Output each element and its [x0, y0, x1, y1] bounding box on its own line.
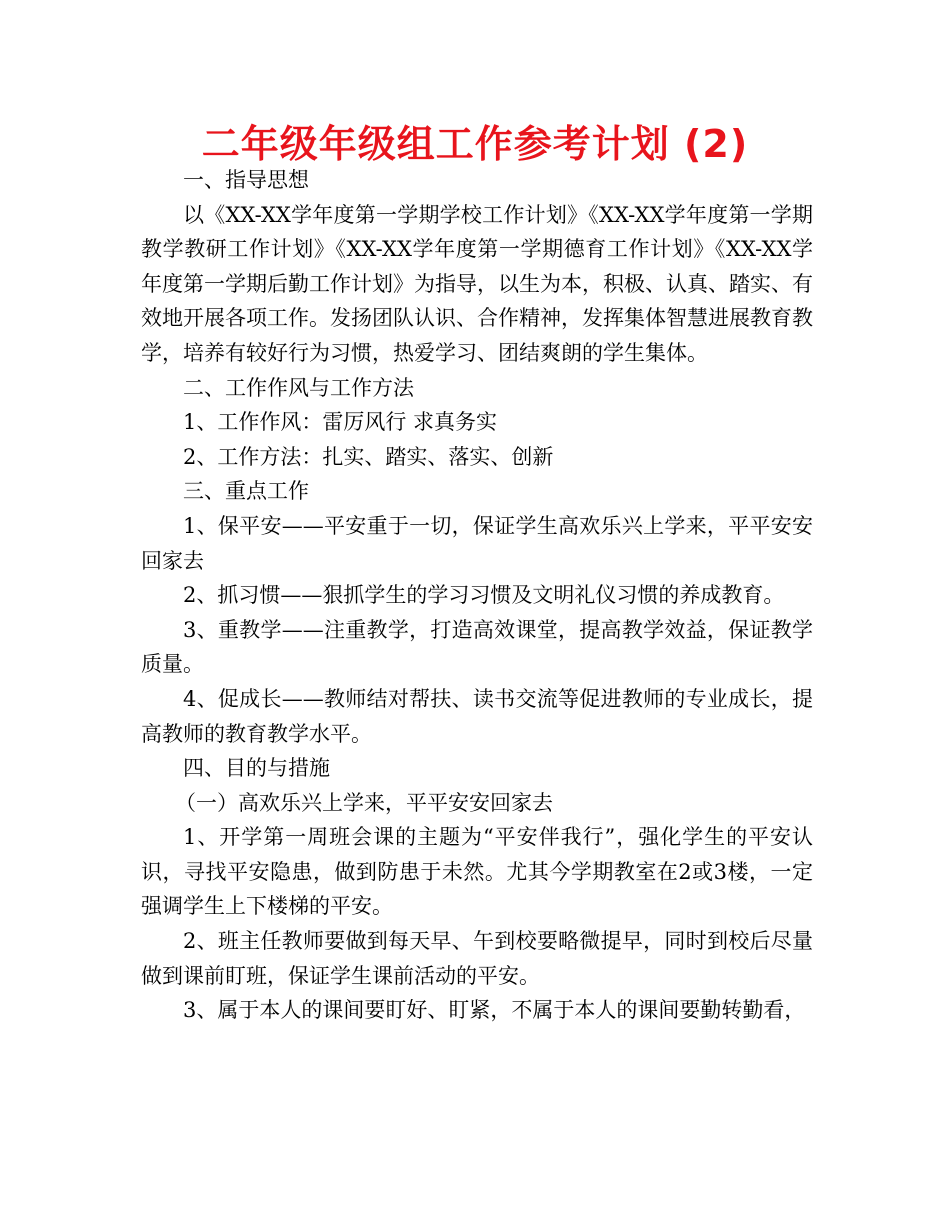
list-item: 2、工作方法：扎实、踏实、落实、创新 [183, 444, 554, 469]
section-heading: 三、重点工作 [183, 479, 309, 504]
list-item: 4、促成长——教师结对帮扶、读书交流等促进教师的专业成长，提高教师的教育教学水平。 [141, 686, 813, 746]
paragraph: 以《XX-XX学年度第一学期学校工作计划》《XX-XX学年度第一学期教学教研工作计划》《XX-XX学年度第一学期德育工作计划》《XX-XX学年度第一学期后勤工作计划》为指导，以生为本，积极、认真、踏实、有效地开展各项工作。发扬团队认识、合作精神，发挥集体智慧进展教育教学，培养有较好行为习惯，热爱学习、团结爽朗的学生集体。 [141, 202, 813, 365]
list-item: 1、开学第一周班会课的主题为“平安伴我行”，强化学生的平安认识，寻找平安隐患，做到防患于未然。尤其今学期教室在2或3楼，一定强调学生上下楼梯的平安。 [141, 825, 813, 919]
list-item: 2、班主任教师要做到每天早、午到校要略微提早，同时到校后尽量做到课前盯班，保证学生课前活动的平安。 [141, 929, 813, 988]
subsection-heading: （一）高欢乐兴上学来，平平安安回家去 [175, 790, 553, 815]
list-item: 3、属于本人的课间要盯好、盯紧，不属于本人的课间要勤转勤看， [183, 998, 806, 1023]
list-item: 3、重教学——注重教学，打造高效课堂，提高教学效益，保证教学质量。 [141, 617, 813, 677]
section-heading: 二、工作作风与工作方法 [183, 375, 414, 400]
list-item: 1、工作作风：雷厉风行 求真务实 [183, 410, 498, 435]
section-heading: 一、指导思想 [183, 168, 309, 192]
list-item: 1、保平安——平安重于一切，保证学生高欢乐兴上学来，平平安安回家去 [141, 513, 813, 573]
section-heading: 四、目的与措施 [183, 756, 330, 781]
document-body [141, 163, 813, 1028]
list-item: 2、抓习惯——狠抓学生的学习习惯及文明礼仪习惯的养成教育。 [183, 583, 785, 608]
document-title: 二年级年级组工作参考计划 (2) [201, 122, 749, 166]
